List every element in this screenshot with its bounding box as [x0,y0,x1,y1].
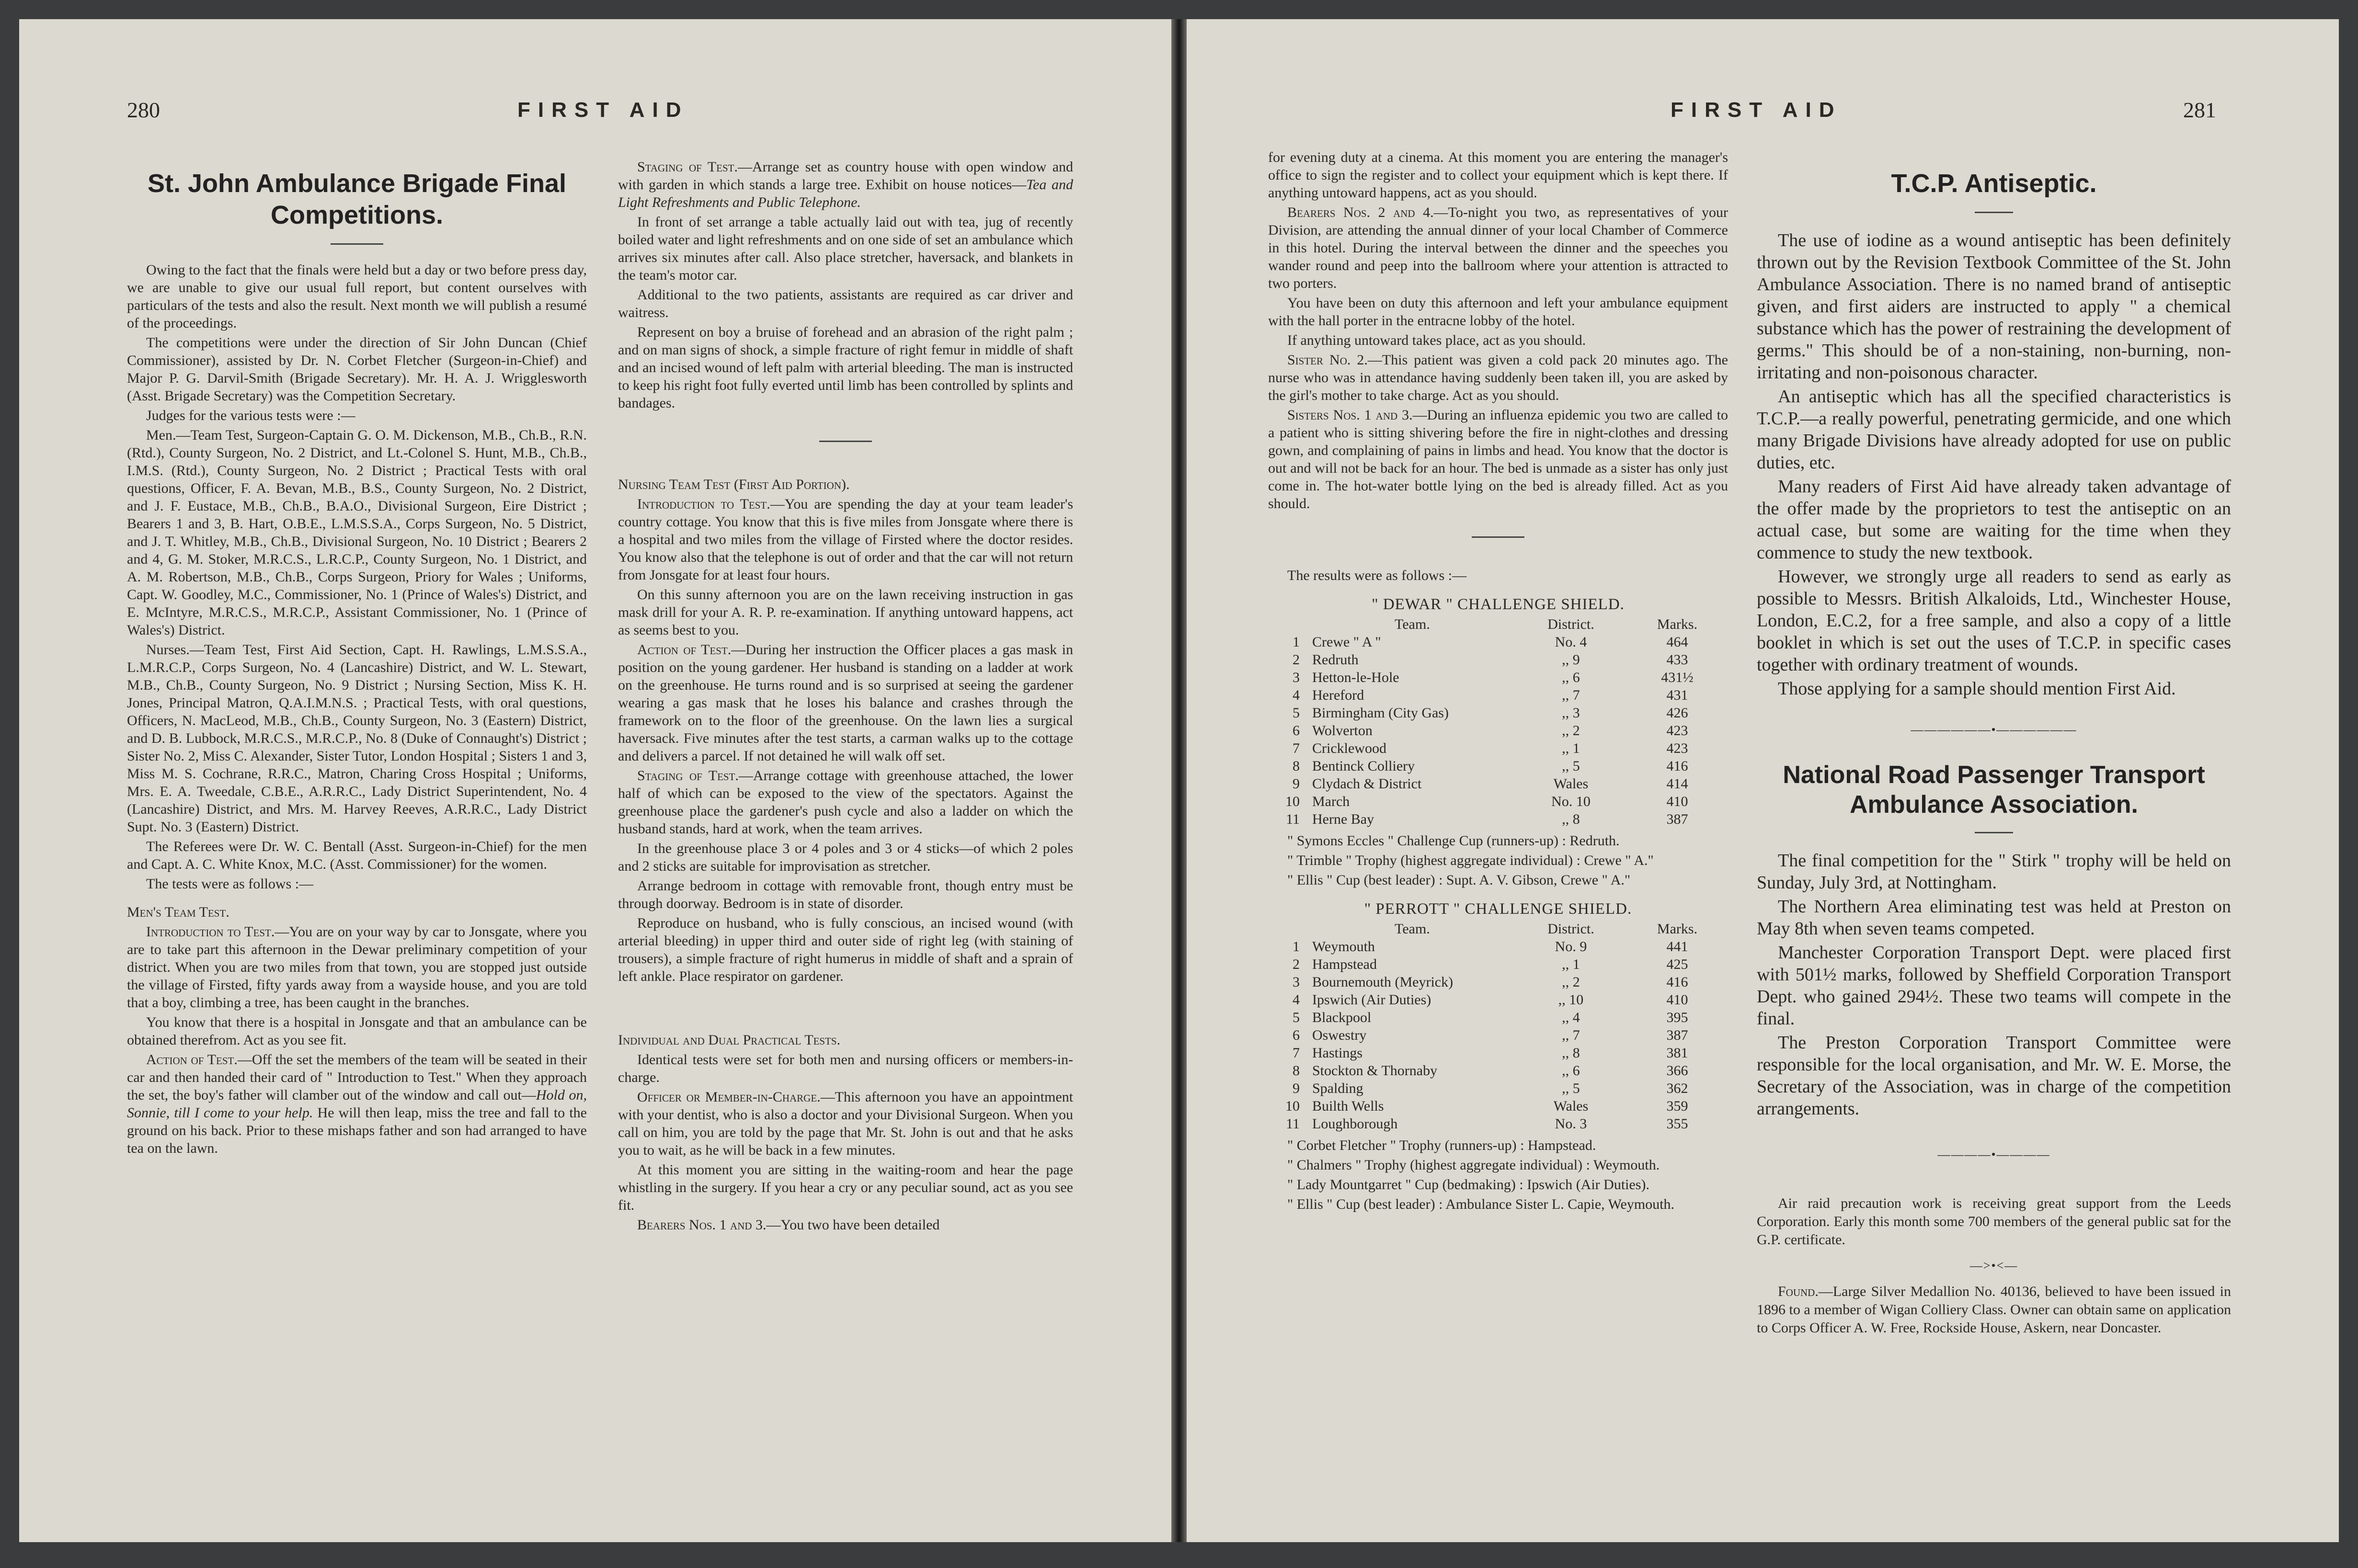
left-column-1 [127,158,587,1159]
table-row [1268,1026,1728,1044]
marks-cell: 423 [1666,723,1688,739]
run-in-lead: Staging of Test. [637,768,739,784]
marks-cell: 441 [1666,939,1688,954]
district-cell: ,, 4 [1562,1010,1580,1025]
table-header-row [1268,920,1728,938]
marks-cell: 387 [1666,811,1688,827]
team-cell: Stockton & Thornaby [1312,1063,1438,1079]
district-cell: No. 9 [1555,939,1587,954]
right-column-1 [1268,148,1728,1215]
paragraph: The Preston Corporation Transport Committee were responsible for the local organisation, and Mr. W. E. Morse, the Secretary of the Association, was in charge of the competition arrangements. [1757,1033,2231,1119]
paragraph: Nurses.—Team Test, First Aid Section, Capt. H. Rawlings, L.M.S.S.A., L.M.R.C.P., Corps Surgeon, No. 4 (Lancashire) District, and W. L. Stewart, M.B., Ch.B., County Surgeon, No. 9 District ; Nursing Section, Miss K. H. Jones, Principal Matron, Q.A.I.M.N.S. ; Practical Tests, with oral questions, Officers, N. MacLeod, M.B., Ch.B., County Surgeon, No. 3 (Eastern) District, and D. B. Lubbock, M.R.C.S., M.R.C.P., No. 8 (Duke of Connaught's) District ; Sister No. 2, Miss C. Alexander, Sister Tutor, London Hospital ; Sisters 1 and 3, Miss M. S. Cochrane, R.R.C., Matron, Charing Cross Hospital ; Uniforms, Mrs. E. A. Tweedale, C.B.E., A.R.R.C., Lady District Superintendent, No. 4 (Lancashire) District, and Mrs. M. Harvey Reeves, A.R.R.C., Lady District Supt. No. 3 (Eastern) District. [127,642,587,835]
marks-cell: 433 [1666,652,1688,668]
dewar-shield-title: " DEWAR " CHALLENGE SHIELD. [1372,596,1625,613]
rank-cell: 8 [1293,758,1300,774]
running-title: FIRST AID [1671,98,1842,122]
table-row [1268,938,1728,955]
paragraph-text: —Arrange cottage with greenhouse attached, the lower half of which can be exposed to the view of the spectators. Against the greenhouse place the gardener's push cycle and also a ladder on which the husband stands, hard at work, when the team arrives. [618,768,1073,837]
district-cell: ,, 5 [1562,1080,1580,1096]
trophy-note: " Trimble " Trophy (highest aggregate individual) : Crewe " A." [1287,852,1654,868]
marks-cell: 416 [1666,758,1688,774]
marks-cell: 425 [1666,956,1688,972]
district-cell: ,, 1 [1562,956,1580,972]
district-cell: No. 3 [1555,1116,1587,1132]
section-heading: Men's Team Test. [127,904,229,920]
ornament-divider: ————•———— [1937,1148,2050,1161]
table-header-team: Team. [1395,921,1430,937]
paragraph: Men.—Team Test, Surgeon-Captain G. O. M. Dickenson, M.B., Ch.B., R.N. (Rtd.), County Surgeon, No. 2 District, and Lt.-Colonel S. Hunt, M.B., Ch.B., I.M.S. (Rtd.), County Surgeon, No. 2 District ; Practical Tests with oral questions, Officer, F. A. Bevan, M.B., B.S., County Surgeon, No. 2 District, and J. F. Eustace, M.B., Ch.B., B.A.O., Divisional Surgeon, Eire District ; Bearers 1 and 3, B. Hart, O.B.E., L.M.S.S.A., Corps Surgeon, No. 5 District, and J. T. Whitley, M.B., Ch.B., Divisional Surgeon, No. 10 District ; Bearers 2 and 4, G. M. Stoker, M.R.C.S., L.R.C.P., County Surgeon, No. 1 District, and A. M. Robertson, M.B., Ch.B., Corps Surgeon, Priory for Wales ; Uniforms, Capt. W. Goodley, M.C., Commissioner, No. 1 (Prince of Wales's) District, and E. McIntyre, M.R.C.S., M.R.C.P., Assistant Commissioner, No. 1 (Prince of Wales's) District. [127,427,587,638]
running-head [19,91,1171,129]
rank-cell: 7 [1293,740,1300,756]
district-cell: Wales [1553,776,1589,792]
paragraph: An antiseptic which has all the specified characteristics is T.C.P.—a really powerful, penetrating germicide, and one which many Brigade Divisions have already adopted for use on public duties, etc. [1757,386,2231,473]
left-column-2 [618,158,1073,1236]
paragraph [127,923,587,1011]
dewar-results-table [1268,615,1728,828]
ornament-divider: ——————•—————— [1911,723,2077,737]
paragraph: In the greenhouse place 3 or 4 poles and 3 or 4 sticks—of which 2 poles and 2 sticks are suitable for improvisation as stretcher. [618,841,1073,874]
left-page [19,19,1171,1542]
paragraph: Those applying for a sample should mention First Aid. [1778,679,2176,699]
paragraph: Additional to the two patients, assistants are required as car driver and waitress. [618,287,1073,320]
paragraph: At this moment you are sitting in the waiting-room and hear the page whistling in the surgery. If you hear a cry or any peculiar sound, act as you see fit. [618,1162,1073,1213]
district-cell: ,, 3 [1562,705,1580,721]
run-in-lead: Introduction to Test. [637,496,770,512]
trophy-note: " Chalmers " Trophy (highest aggregate individual) : Weymouth. [1287,1157,1660,1173]
table-row [1268,1062,1728,1079]
section-rule [1472,536,1524,538]
district-cell: ,, 7 [1562,1027,1580,1043]
paragraph-text: —During her instruction the Officer places a gas mask in position on the young gardener. Her husband is standing on a ladder at work on the greenhouse. He turns round and is so surprised at seeing the gardener wearing a gas mask that he loses his balance and crashes through the framework on to the floor of the greenhouse. On the lawn lies a surgical haversack. Five minutes after the test starts, a carman walks up to the cottage and delivers a parcel. If not detained he will walk off set. [618,642,1073,764]
paragraph: Judges for the various tests were :— [146,408,355,423]
team-cell: Loughborough [1312,1116,1398,1132]
paragraph-text: —Large Silver Medallion No. 40136, believed to have been issued in 1896 to a member of Wigan Colliery Class. Owner can obtain same on application to Corps Officer A. W. Free, Rockside House, Askern, near Doncaster. [1757,1284,2231,1336]
paragraph-text: —Off the set the members of the team will be seated in their car and then handed their card of " Introduction to Test." When they approach the set, the boy's father will clamber out of the window and call out— [127,1052,587,1103]
table-row [1268,793,1728,810]
article-title: National Road Passenger Transport Ambulance Association. [1783,761,2205,818]
right-column-2 [1757,158,2231,1339]
article-title: St. John Ambulance Brigade Final Competitions. [147,169,567,229]
paragraph [1268,204,1728,292]
binding-gutter [1171,19,1187,1542]
section-heading: Individual and Dual Practical Tests. [618,1032,841,1048]
marks-cell: 464 [1666,634,1688,650]
paragraph-text: —To-night you two, as representatives of your Division, are attending the annual dinner of your local Chamber of Commerce in this hotel. During the interval between the dinner and the speeches you wander round and peep into the ballroom where your attention is attracted to two porters. [1268,205,1728,291]
rank-cell: 2 [1293,652,1300,668]
page-number: 281 [2183,98,2216,122]
paragraph: Many readers of First Aid have already taken advantage of the offer made by the proprietors to test the antiseptic on an actual case, but some are waiting for the time when they commence to study the new textbook. [1757,477,2231,563]
paragraph [1757,1283,2231,1337]
running-title: FIRST AID [517,98,689,122]
paragraph [618,158,1073,211]
team-cell: Bournemouth (Meyrick) [1312,974,1454,990]
district-cell: Wales [1553,1098,1589,1114]
trophy-note: " Symons Eccles " Challenge Cup (runners-up) : Redruth. [1287,833,1620,849]
rank-cell: 7 [1293,1045,1300,1061]
trophy-note: " Ellis " Cup (best leader) : Supt. A. V. Gibson, Crewe " A." [1287,872,1631,888]
district-cell: ,, 5 [1562,758,1580,774]
paragraph: You know that there is a hospital in Jonsgate and that an ambulance can be obtained therefrom. Act as you see fit. [127,1014,587,1048]
run-in-lead: Action of Test. [637,642,732,658]
marks-cell: 431½ [1661,670,1694,685]
table-header-marks: Marks. [1657,921,1698,937]
title-rule [331,243,383,245]
paragraph-text: —This afternoon you have an appointment with your dentist, who is also a doctor and your Divisional Surgeon. When you call on him, you are told by the page that Mr. St. John is out and that he asks you to wait, as he will be back in a few minutes. [618,1089,1074,1158]
section-rule [819,441,872,442]
paragraph: Identical tests were set for both men and nursing officers or members-in-charge. [618,1052,1073,1085]
paragraph: The use of iodine as a wound antiseptic has been definitely thrown out by the Revision Textbook Committee of the St. John Ambulance Association. There is no named brand of antiseptic given, and first aiders are instructed to apply " a chemical substance which has the power of restraining the development of germs." This should be of a non-staining, non-burning, non-irritating and non-poisonous character. [1757,230,2231,383]
district-cell: No. 4 [1555,634,1587,650]
paragraph: The Northern Area eliminating test was held at Preston on May 8th when seven teams competed. [1757,897,2231,939]
table-row [1268,1097,1728,1115]
title-rule [1975,832,2013,833]
run-in-lead: Bearers Nos. 1 and 3. [637,1217,767,1233]
district-cell: No. 10 [1551,794,1591,809]
table-header-team: Team. [1395,616,1430,632]
team-cell: Crewe " A " [1312,634,1381,650]
run-in-lead: Action of Test. [146,1052,238,1068]
section-heading: Nursing Team Test (First Aid Portion). [618,477,850,492]
paragraph: Air raid precaution work is receiving great support from the Leeds Corporation. Early this month some 700 members of the general public sat for the G.P. certificate. [1757,1195,2231,1248]
title-rule [1975,212,2013,213]
trophy-note: " Corbet Fletcher " Trophy (runners-up) : Hampstead. [1287,1137,1596,1153]
paragraph: If anything untoward takes place, act as you should. [1287,332,1586,348]
team-cell: Cricklewood [1312,740,1386,756]
district-cell: ,, 10 [1558,992,1584,1008]
table-header-blank [1268,615,1309,633]
rank-cell: 3 [1293,670,1300,685]
marks-cell: 381 [1666,1045,1688,1061]
table-row [1268,651,1728,669]
table-row [1268,669,1728,686]
ornament-divider: —>•<— [1969,1259,2018,1273]
table-row [1268,739,1728,757]
table-row [1268,1079,1728,1097]
table-body [1268,938,1728,1133]
paragraph [618,641,1073,765]
team-cell: Ipswich (Air Duties) [1312,992,1431,1008]
paragraph-text: —During an influenza epidemic you two are called to a patient who is sitting shivering before the fire in night-clothes and dressing gown, and complaining of pains in limbs and head. You know that the doctor is out and will not be back for an hour. The bed is unmade as a sister has only just come in. The hot-water bottle lying on the bed is already filled. Act as you should. [1268,407,1728,511]
paragraph: Represent on boy a bruise of forehead and an abrasion of the right palm ; and on man signs of shock, a simple fracture of right femur in middle of shaft and an incised wound of left palm with arterial bleeding. The man is instructed to keep his right foot fully everted until limb has been controlled by splints and bandages. [618,324,1073,411]
page-number: 280 [127,98,160,122]
run-in-lead: Officer or Member-in-Charge. [637,1089,821,1105]
paragraph [618,767,1073,838]
paragraph: Manchester Corporation Transport Dept. were placed first with 501½ marks, followed by Sheffield Corporation Transport Dept. who gained 294½. These two teams will compete in the final. [1757,943,2231,1029]
paragraph-text: —Arrange set as country house with open window and with garden in which stands a large tree. Exhibit on house notices— [618,159,1074,193]
run-in-lead: Sisters Nos. 1 and 3. [1287,407,1413,423]
paragraph: for evening duty at a cinema. At this moment you are entering the manager's office to sign the register and to collect your equipment which is kept there. If anything untoward happens, act as you should. [1268,149,1728,201]
team-cell: Oswestry [1312,1027,1367,1043]
marks-cell: 416 [1666,974,1688,990]
marks-cell: 410 [1666,992,1688,1008]
paragraph-text: —You two have been detailed [766,1217,940,1233]
italic-text: Hold on, Sonnie, till I come to your help. [127,1087,587,1121]
rank-cell: 8 [1293,1063,1300,1079]
paragraph: Arrange bedroom in cottage with removable front, though entry must be through doorway. Bedroom is in state of disorder. [618,878,1073,911]
marks-cell: 431 [1666,687,1688,703]
paragraph-text: —This patient was given a cold pack 20 minutes ago. The nurse who was in attendance having suddenly been taken ill, you are asked by the girl's mother to take charge. Act as you should. [1268,352,1728,403]
rank-cell: 11 [1286,811,1300,827]
marks-cell: 410 [1666,794,1688,809]
run-in-lead: Bearers Nos. 2 and 4. [1287,205,1434,220]
district-cell: ,, 8 [1562,811,1580,827]
run-in-lead: Staging of Test. [637,159,738,175]
district-cell: ,, 7 [1562,687,1580,703]
run-in-lead: Found. [1778,1284,1819,1299]
results-intro: The results were as follows :— [1287,568,1467,583]
paragraph: Reproduce on husband, who is fully conscious, an incised wound (with arterial bleeding) in upper third and outer side of right leg (with staining of trousers), a simple fracture of right humerus in middle of shaft and a sprain of left ankle. Place respirator on gardener. [618,915,1073,984]
team-cell: Spalding [1312,1080,1363,1096]
team-cell: Weymouth [1312,939,1375,954]
rank-cell: 2 [1293,956,1300,972]
paragraph [618,1216,1073,1234]
team-cell: Hastings [1312,1045,1362,1061]
team-cell: Bentinck Colliery [1312,758,1415,774]
marks-cell: 423 [1666,740,1688,756]
running-head [1187,91,2339,129]
rank-cell: 6 [1293,723,1300,739]
team-cell: Birmingham (City Gas) [1312,705,1449,721]
team-cell: Hampstead [1312,956,1377,972]
district-cell: ,, 8 [1562,1045,1580,1061]
rank-cell: 5 [1293,1010,1300,1025]
perrott-results-table [1268,920,1728,1133]
paragraph: However, we strongly urge all readers to send as early as possible to Messrs. British Alkaloids, Ltd., Winchester House, London, E.C.2, for a free sample, and also a copy of a little booklet in which is set out the uses of T.C.P. in specific cases together with ordinary treatment of wounds. [1757,567,2231,675]
paragraph: Owing to the fact that the finals were held but a day or two before press day, we are unable to give our usual full report, but content ourselves with particulars of the tests and also the result. Next month we will publish a resumé of the proceedings. [127,262,587,331]
paragraph: You have been on duty this afternoon and left your ambulance equipment with the hall porter in the entracne lobby of the hotel. [1268,295,1728,329]
rank-cell: 10 [1285,794,1300,809]
table-header-row [1268,615,1728,633]
run-in-lead: Sister No. 2. [1287,352,1368,368]
rank-cell: 1 [1293,939,1300,954]
marks-cell: 426 [1666,705,1688,721]
table-header-marks: Marks. [1657,616,1698,632]
rank-cell: 9 [1293,776,1300,792]
rank-cell: 1 [1293,634,1300,650]
marks-cell: 395 [1666,1010,1688,1025]
rank-cell: 3 [1293,974,1300,990]
paragraph [618,1088,1073,1159]
rank-cell: 6 [1293,1027,1300,1043]
rank-cell: 5 [1293,705,1300,721]
rank-cell: 4 [1293,992,1300,1008]
spacer [618,987,1073,1021]
paragraph-text: He will then leap, miss the tree and fall to the ground on his back. Prior to these mishaps father and son had arranged to have tea on the lawn. [127,1105,587,1156]
paragraph [127,1051,587,1157]
team-cell: Hereford [1312,687,1364,703]
marks-cell: 414 [1666,776,1688,792]
district-cell: ,, 1 [1562,740,1580,756]
district-cell: ,, 6 [1562,1063,1580,1079]
article-title: T.C.P. Antiseptic. [1891,169,2097,198]
table-row [1268,686,1728,704]
team-cell: Builth Wells [1312,1098,1384,1114]
table-header-district: District. [1547,921,1594,937]
paragraph [1268,406,1728,512]
team-cell: Wolverton [1312,723,1373,739]
paragraph: The tests were as follows :— [146,876,314,892]
team-cell: Clydach & District [1312,776,1422,792]
table-row [1268,973,1728,991]
marks-cell: 359 [1666,1098,1688,1114]
paragraph [1268,351,1728,404]
team-cell: Herne Bay [1312,811,1374,827]
right-page [1187,19,2339,1542]
table-row [1268,757,1728,775]
marks-cell: 366 [1666,1063,1688,1079]
table-row [1268,775,1728,793]
table-header-district: District. [1547,616,1594,632]
marks-cell: 387 [1666,1027,1688,1043]
italic-text: Tea and Light Refreshments and Public Telephone. [618,177,1073,210]
rank-cell: 11 [1286,1116,1300,1132]
team-cell: Hetton-le-Hole [1312,670,1399,685]
table-row [1268,1044,1728,1062]
perrott-shield-title: " PERROTT " CHALLENGE SHIELD. [1364,900,1632,918]
run-in-lead: Introduction to Test. [146,924,275,940]
table-row [1268,1115,1728,1133]
marks-cell: 355 [1666,1116,1688,1132]
table-row [1268,955,1728,973]
paragraph: The competitions were under the direction of Sir John Duncan (Chief Commissioner), assisted by Dr. N. Corbet Fletcher (Surgeon-in-Chief) and Major P. G. Darvil-Smith (Brigade Secretary). Mr. H. A. J. Wrigglesworth (Asst. Brigade Secretary) was the Competition Secretary. [127,335,587,404]
district-cell: ,, 2 [1562,974,1580,990]
paragraph: The final competition for the " Stirk " trophy will be held on Sunday, July 3rd, at Nottingham. [1757,851,2231,893]
table-row [1268,722,1728,739]
district-cell: ,, 9 [1562,652,1580,668]
paragraph: The Referees were Dr. W. C. Bentall (Asst. Surgeon-in-Chief) for the men and Capt. A. C. White Knox, M.C. (Asst. Commissioner) for the women. [127,839,587,872]
paragraph-text: —You are spending the day at your team leader's country cottage. You know that this is five miles from Jonsgate where there is a hospital and two miles from the village of Firsted where the doctor resides. You know also that the telephone is out of order and that the car will not return from Jonsgate for at least four hours. [618,496,1073,583]
team-cell: Redruth [1312,652,1359,668]
rank-cell: 9 [1293,1080,1300,1096]
table-row [1268,633,1728,651]
paragraph: In front of set arrange a table actually laid out with tea, jug of recently boiled water and light refreshments and on one side of set an ambulance which arrives six minutes after call. Also place stretcher, haversack, and blankets in the team's motor car. [618,214,1073,283]
paragraph [618,495,1073,584]
magazine-spread [19,19,2339,1542]
paragraph-text: —You are on your way by car to Jonsgate, where you are to take part this afternoon in the Dewar preliminary competition of your district. When you are two miles from that town, you are stopped just outside the village of Firsted, fifty yards away from a wayside house, and you are told that a boy, climbing a tree, has been caught in the branches. [127,924,587,1011]
trophy-note: " Ellis " Cup (best leader) : Ambulance Sister L. Capie, Weymouth. [1287,1196,1675,1212]
table-row [1268,991,1728,1009]
district-cell: ,, 6 [1562,670,1580,685]
rank-cell: 10 [1285,1098,1300,1114]
trophy-note: " Lady Mountgarret " Cup (bedmaking) : Ipswich (Air Duties). [1287,1177,1649,1193]
team-cell: March [1312,794,1350,809]
table-row [1268,1009,1728,1026]
table-body [1268,633,1728,828]
rank-cell: 4 [1293,687,1300,703]
team-cell: Blackpool [1312,1010,1372,1025]
marks-cell: 362 [1666,1080,1688,1096]
notices-block [1757,1194,2231,1337]
table-row [1268,810,1728,828]
table-header-blank [1268,920,1309,938]
district-cell: ,, 2 [1562,723,1580,739]
table-row [1268,704,1728,722]
paragraph: On this sunny afternoon you are on the lawn receiving instruction in gas mask drill for your A. R. P. re-examination. If anything untoward happens, act as seems best to you. [618,587,1073,638]
